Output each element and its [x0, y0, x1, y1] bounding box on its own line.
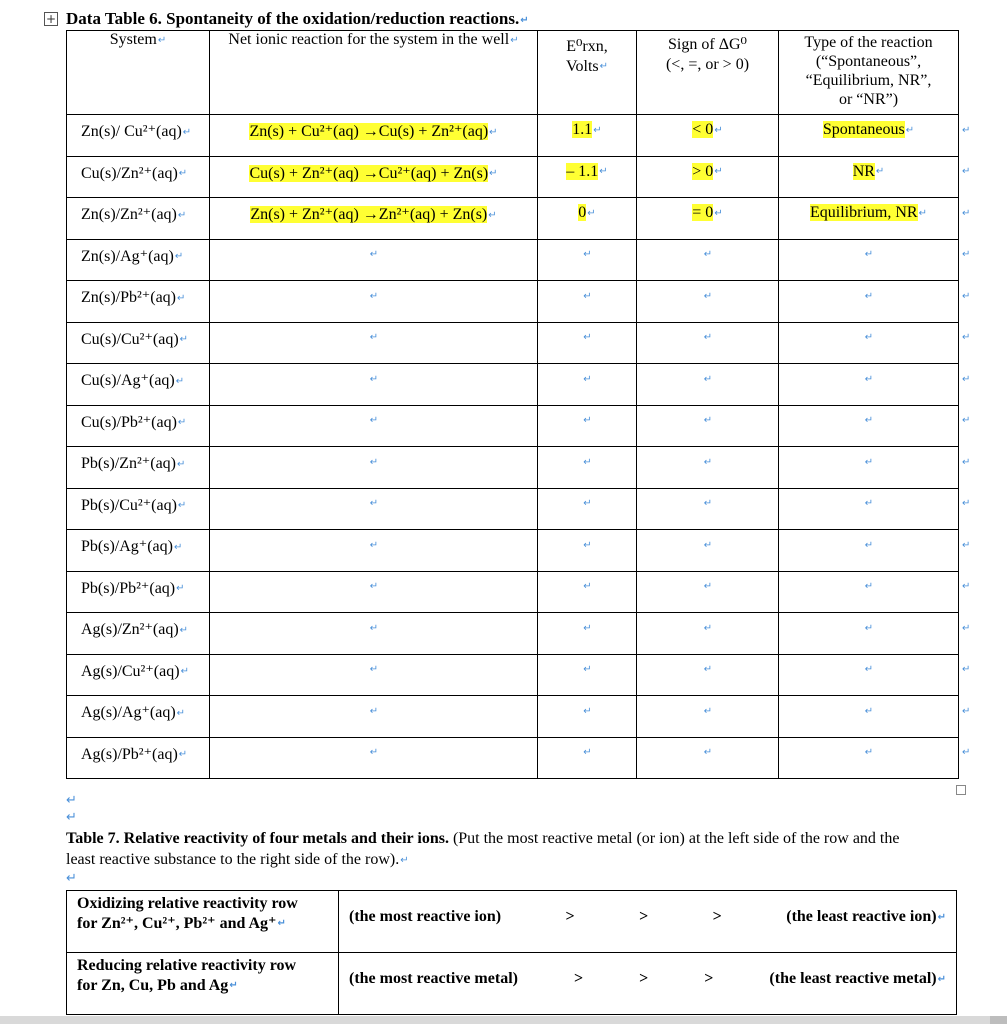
reaction-cell[interactable]: ↵ [210, 696, 538, 738]
row-end-mark-icon: ↵ [962, 249, 971, 260]
table-7-caption: Table 7. Relative reactivity of four metals and their ions. (Put the most reactive metal (or ion) at the left side of the row and the least reactive substance to the right side of the row).↵ [66, 830, 900, 868]
reducing-row-label: Reducing relative reactivity row for Zn, Cu, Pb and Ag↵ [67, 953, 339, 1015]
erxn-cell[interactable]: ↵ [538, 696, 637, 738]
table-row [67, 156, 959, 198]
erxn-cell[interactable]: ↵ [538, 364, 637, 406]
sign-cell[interactable]: ↵ [637, 654, 779, 696]
table-row [67, 613, 959, 655]
type-cell[interactable]: ↵ [779, 447, 959, 489]
reaction-cell[interactable]: ↵ [210, 530, 538, 572]
erxn-cell[interactable]: ↵ [538, 322, 637, 364]
row-end-mark-icon: ↵ [962, 415, 971, 426]
row-end-mark-icon: ↵ [962, 373, 971, 385]
paragraph-mark-icon: ↵ [66, 793, 77, 808]
sign-cell[interactable]: = 0↵ [637, 198, 779, 240]
table-row [67, 571, 959, 613]
header-erxn: E⁰rxn, Volts↵ [538, 31, 637, 115]
system-cell: Cu(s)/Cu²⁺(aq)↵ [67, 322, 210, 364]
reaction-cell[interactable]: ↵ [210, 364, 538, 406]
system-cell: Cu(s)/Ag⁺(aq)↵ [67, 364, 210, 406]
reaction-cell[interactable]: ↵ [210, 654, 538, 696]
erxn-cell[interactable]: ↵ [538, 405, 637, 447]
erxn-cell[interactable]: ↵ [538, 571, 637, 613]
type-cell[interactable]: ↵ [779, 654, 959, 696]
system-cell: Cu(s)/Zn²⁺(aq)↵ [67, 156, 210, 198]
type-cell[interactable]: ↵ [779, 530, 959, 572]
table-row [67, 737, 959, 779]
sign-cell[interactable]: ↵ [637, 239, 779, 281]
row-end-mark-icon: ↵ [962, 581, 971, 592]
erxn-cell[interactable]: 1.1↵ [538, 115, 637, 157]
row-end-mark-icon: ↵ [962, 747, 971, 758]
paragraph-mark-icon: ↵ [66, 810, 77, 825]
erxn-cell[interactable]: ↵ [538, 488, 637, 530]
reaction-cell[interactable]: Cu(s) + Zn²⁺(aq) →Cu²⁺(aq) + Zn(s)↵ [210, 156, 538, 198]
row-end-mark-icon: ↵ [962, 332, 971, 343]
system-cell: Zn(s)/Ag⁺(aq)↵ [67, 239, 210, 281]
table-resize-handle[interactable] [956, 785, 966, 795]
reaction-cell[interactable]: ↵ [210, 239, 538, 281]
table-row [67, 405, 959, 447]
sign-cell[interactable]: ↵ [637, 405, 779, 447]
reducing-row [67, 953, 957, 1015]
type-cell[interactable]: ↵ [779, 488, 959, 530]
row-end-mark-icon: ↵ [962, 664, 971, 675]
data-table-6 [66, 30, 959, 779]
erxn-cell[interactable]: ↵ [538, 281, 637, 323]
horizontal-scrollbar[interactable] [0, 1016, 1007, 1024]
table-row [67, 239, 959, 281]
type-cell[interactable]: ↵ [779, 322, 959, 364]
table-row [67, 530, 959, 572]
sign-cell[interactable]: ↵ [637, 488, 779, 530]
row-end-mark-icon: ↵ [962, 207, 971, 219]
scrollbar-thumb[interactable] [990, 1016, 1007, 1024]
sign-cell[interactable]: ↵ [637, 613, 779, 655]
oxidizing-row-label: Oxidizing relative reactivity row for Zn²⁺, Cu²⁺, Pb²⁺ and Ag⁺↵ [67, 891, 339, 953]
type-cell[interactable]: ↵ [779, 571, 959, 613]
table-row [67, 654, 959, 696]
erxn-cell[interactable]: 0↵ [538, 198, 637, 240]
header-sign-dg: Sign of ΔG⁰ (<, =, or > 0) [637, 31, 779, 115]
sign-cell[interactable]: ↵ [637, 530, 779, 572]
erxn-cell[interactable]: – 1.1↵ [538, 156, 637, 198]
sign-cell[interactable]: < 0↵ [637, 115, 779, 157]
reaction-cell[interactable]: Zn(s) + Cu²⁺(aq) →Cu(s) + Zn²⁺(aq)↵ [210, 115, 538, 157]
system-cell: Cu(s)/Pb²⁺(aq)↵ [67, 405, 210, 447]
row-end-mark-icon: ↵ [962, 498, 971, 509]
table-row [67, 364, 959, 406]
row-end-mark-icon: ↵ [962, 166, 971, 177]
system-cell: Ag(s)/Zn²⁺(aq)↵ [67, 613, 210, 655]
erxn-cell[interactable]: ↵ [538, 239, 637, 281]
system-cell: Pb(s)/Zn²⁺(aq)↵ [67, 447, 210, 489]
sign-cell[interactable]: ↵ [637, 281, 779, 323]
sign-cell[interactable]: ↵ [637, 571, 779, 613]
system-cell: Zn(s)/ Cu²⁺(aq)↵ [67, 115, 210, 157]
table-row [67, 198, 959, 240]
paragraph-mark-icon: ↵ [66, 871, 77, 886]
system-cell: Ag(s)/Ag⁺(aq)↵ [67, 696, 210, 738]
sign-cell[interactable]: ↵ [637, 364, 779, 406]
row-end-mark-icon: ↵ [962, 290, 971, 302]
type-cell[interactable]: NR↵ [779, 156, 959, 198]
sign-cell[interactable]: ↵ [637, 696, 779, 738]
table-row [67, 322, 959, 364]
erxn-cell[interactable]: ↵ [538, 737, 637, 779]
oxidizing-row [67, 891, 957, 953]
sign-cell[interactable]: ↵ [637, 737, 779, 779]
table-row [67, 115, 959, 157]
system-cell: Ag(s)/Pb²⁺(aq)↵ [67, 737, 210, 779]
system-cell: Pb(s)/Pb²⁺(aq)↵ [67, 571, 210, 613]
reaction-cell[interactable]: ↵ [210, 322, 538, 364]
reaction-cell[interactable]: ↵ [210, 447, 538, 489]
type-cell[interactable]: ↵ [779, 696, 959, 738]
reaction-cell[interactable]: ↵ [210, 737, 538, 779]
system-cell: Ag(s)/Cu²⁺(aq)↵ [67, 654, 210, 696]
table-7 [66, 890, 957, 1015]
row-end-mark-icon: ↵ [962, 539, 971, 551]
sign-cell[interactable]: > 0↵ [637, 156, 779, 198]
table-6-caption: Data Table 6. Spontaneity of the oxidation/reduction reactions.↵ [66, 9, 529, 28]
table-6-header-row [67, 31, 959, 115]
erxn-cell[interactable]: ↵ [538, 447, 637, 489]
reaction-cell[interactable]: Zn(s) + Zn²⁺(aq) →Zn²⁺(aq) + Zn(s)↵ [210, 198, 538, 240]
erxn-cell[interactable]: ↵ [538, 530, 637, 572]
row-end-mark-icon: ↵ [962, 124, 971, 136]
type-cell[interactable]: ↵ [779, 239, 959, 281]
type-cell[interactable]: Equilibrium, NR↵ [779, 198, 959, 240]
table-row [67, 281, 959, 323]
erxn-cell[interactable]: ↵ [538, 654, 637, 696]
reaction-cell[interactable]: ↵ [210, 571, 538, 613]
system-cell: Pb(s)/Cu²⁺(aq)↵ [67, 488, 210, 530]
reaction-cell[interactable]: ↵ [210, 281, 538, 323]
sign-cell[interactable]: ↵ [637, 447, 779, 489]
reaction-cell[interactable]: ↵ [210, 488, 538, 530]
header-reaction-type: Type of the reaction (“Spontaneous”, “Equilibrium, NR”, or “NR”) [779, 31, 959, 115]
system-cell: Zn(s)/Pb²⁺(aq)↵ [67, 281, 210, 323]
header-system: System↵ [67, 31, 210, 115]
type-cell[interactable]: Spontaneous↵ [779, 115, 959, 157]
system-cell: Zn(s)/Zn²⁺(aq)↵ [67, 198, 210, 240]
type-cell[interactable]: ↵ [779, 364, 959, 406]
oxidizing-row-scale[interactable]: (the most reactive ion) > > > (the least reactive ion)↵ [339, 891, 957, 953]
table-move-handle-icon[interactable]: + [45, 12, 57, 26]
row-end-mark-icon: ↵ [962, 705, 971, 717]
system-cell: Pb(s)/Ag⁺(aq)↵ [67, 530, 210, 572]
type-cell[interactable]: ↵ [779, 405, 959, 447]
table-row [67, 447, 959, 489]
type-cell[interactable]: ↵ [779, 613, 959, 655]
row-end-mark-icon: ↵ [962, 622, 971, 634]
sign-cell[interactable]: ↵ [637, 322, 779, 364]
type-cell[interactable]: ↵ [779, 737, 959, 779]
reaction-cell[interactable]: ↵ [210, 405, 538, 447]
reducing-row-scale[interactable]: (the most reactive metal) > > > (the least reactive metal)↵ [339, 953, 957, 1015]
table-row [67, 696, 959, 738]
row-end-mark-icon: ↵ [962, 456, 971, 468]
header-reaction: Net ionic reaction for the system in the well↵ [210, 31, 538, 115]
table-row [67, 488, 959, 530]
erxn-cell[interactable]: ↵ [538, 613, 637, 655]
type-cell[interactable]: ↵ [779, 281, 959, 323]
reaction-cell[interactable]: ↵ [210, 613, 538, 655]
